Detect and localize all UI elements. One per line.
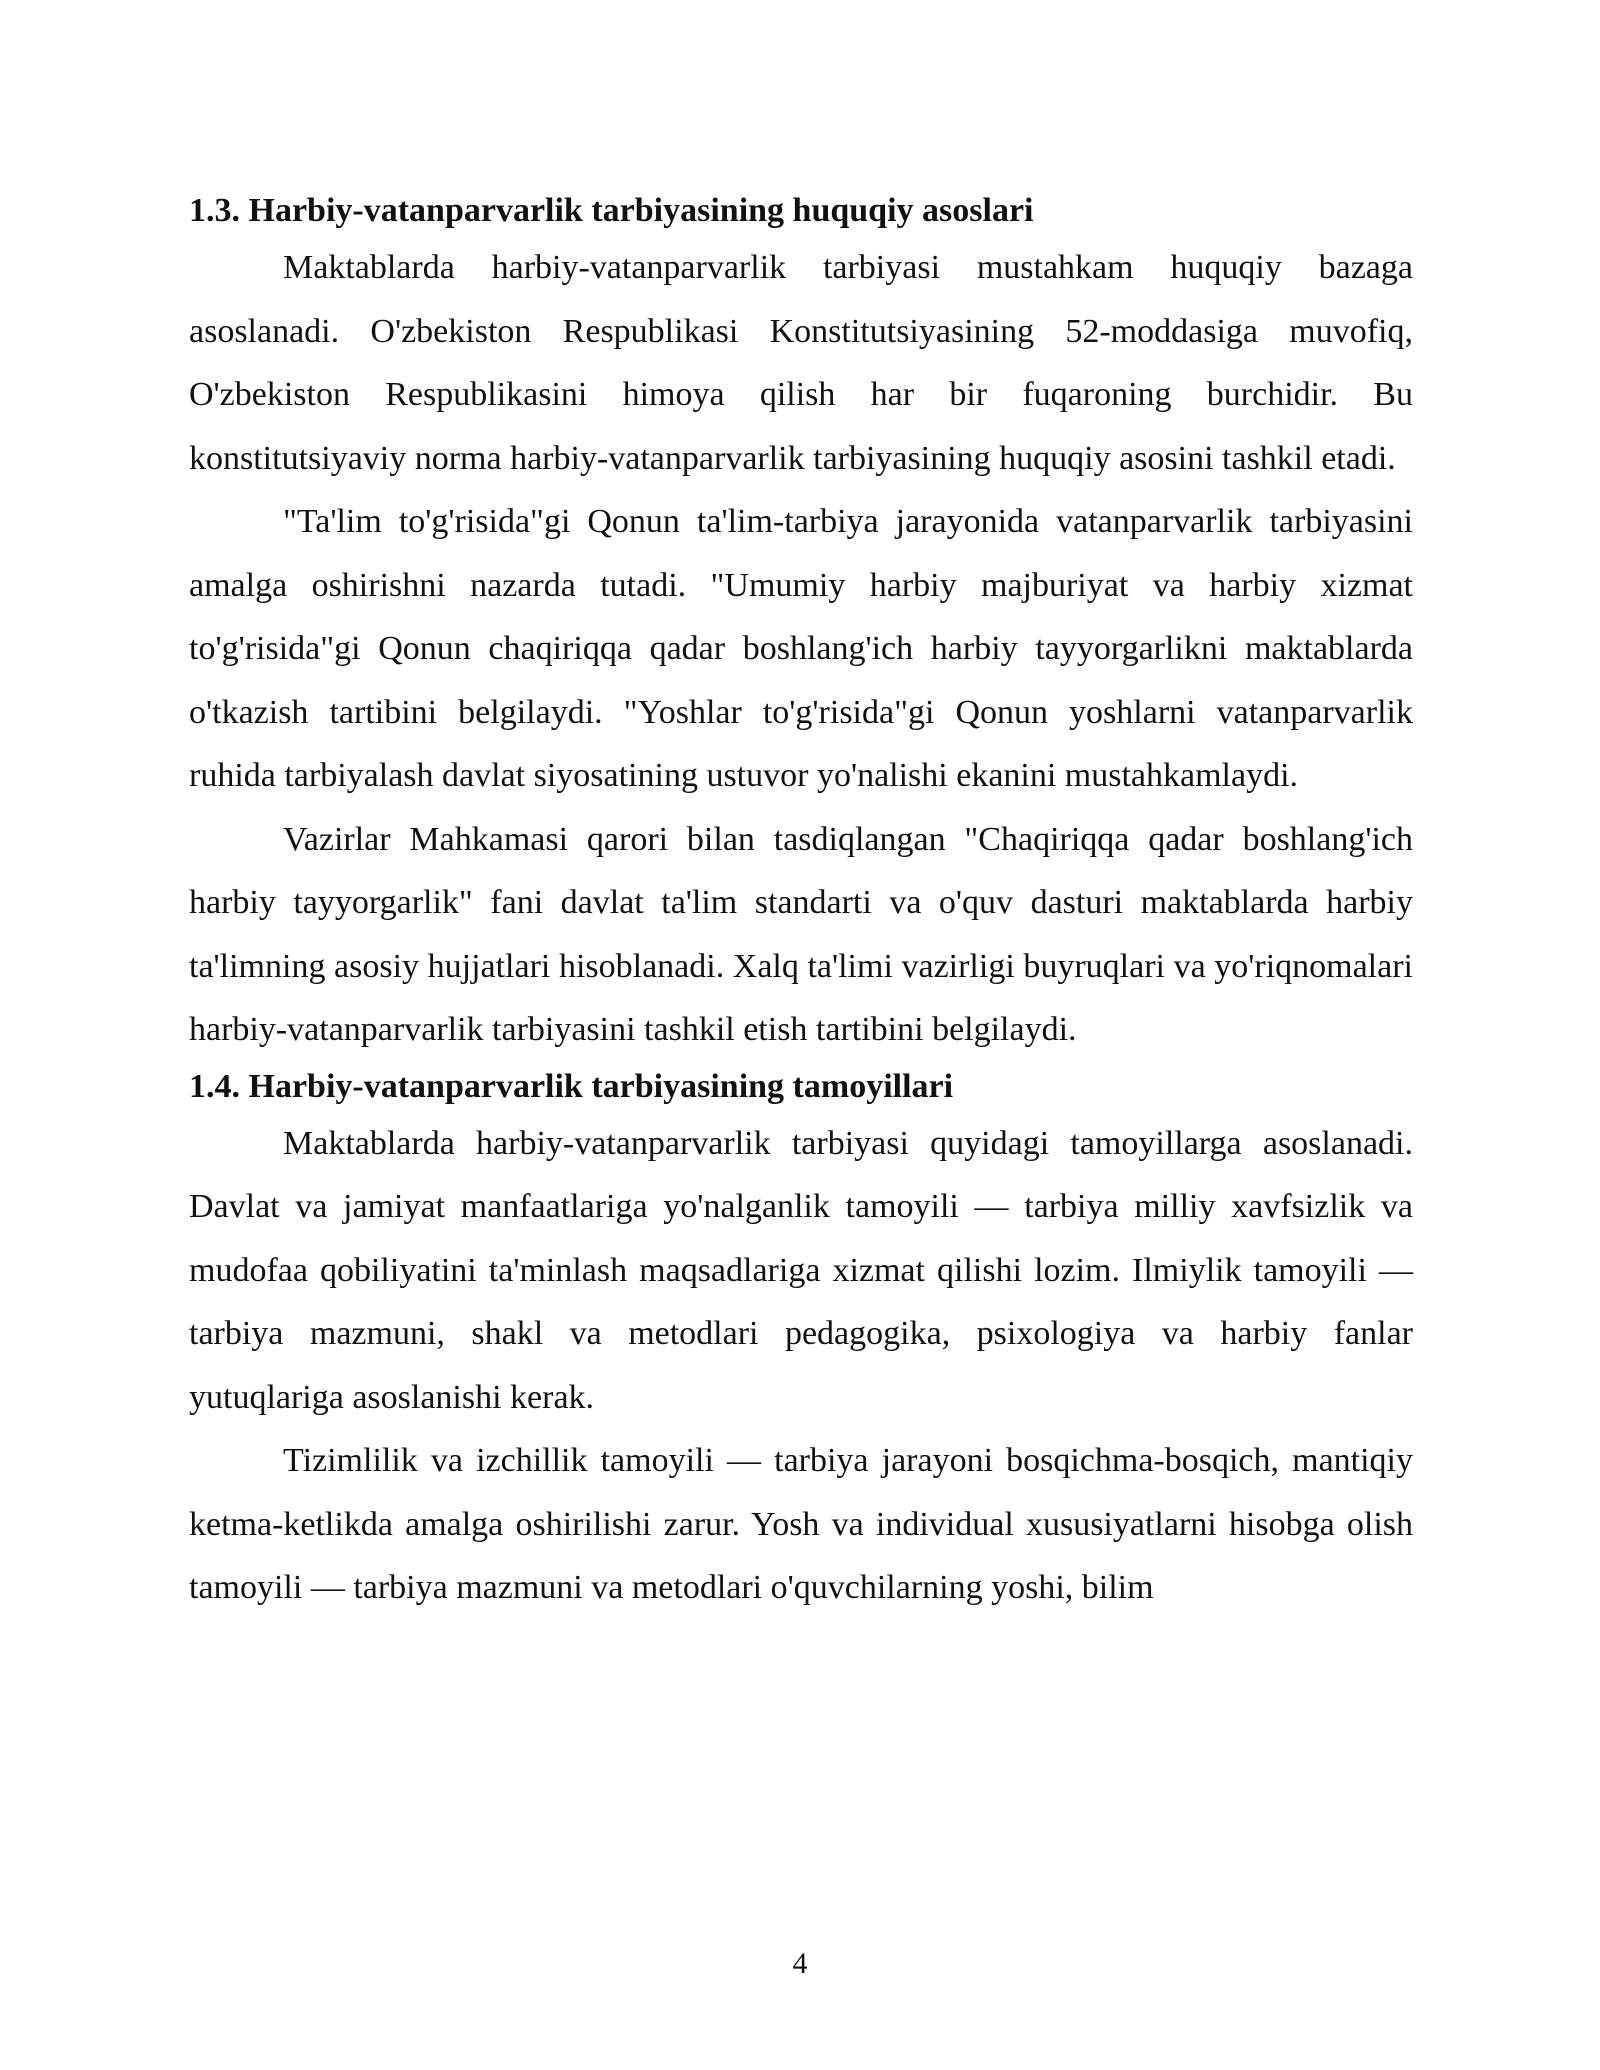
paragraph: Maktablarda harbiy-vatanparvarlik tarbiyasi mustahkam huquqiy bazaga asoslanadi. O'zbekiston Respublikasi Konstitutsiyasining 52-moddasiga muvofiq, O'zbekiston Respublikasini himoya qilish har bir fuqaroning burchidir. Bu konstitutsiyaviy norma harbiy-vatanparvarlik tarbiyasining huquqiy asosini tashkil etadi.: [189, 249, 1413, 477]
paragraph: Maktablarda harbiy-vatanparvarlik tarbiyasi quyidagi tamoyillarga asoslanadi. Davlat va jamiyat manfaatlariga yo'nalganlik tamoyili — tarbiya milliy xavfsizlik va mudofaa qobiliyatini ta'minlash maqsadlariga xizmat qilishi lozim. Ilmiylik tamoyili — tarbiya mazmuni, shakl va metodlari pedagogika, psixologiya va harbiy fanlar yutuqlariga asoslanishi kerak.: [189, 1124, 1413, 1416]
section-heading: 1.3. Harbiy-vatanparvarlik tarbiyasining huquqiy asoslari: [189, 192, 1034, 229]
paragraph: Vazirlar Mahkamasi qarori bilan tasdiqlangan "Chaqiriqqa qadar boshlang'ich harbiy tayyorgarlik" fani davlat ta'lim standarti va o'quv dasturi maktablarda harbiy ta'limning asosiy hujjatlari hisoblanadi. Xalq ta'limi vazirligi buyruqlari va yo'riqnomalari harbiy-vatanparvarlik tarbiyasini tashkil etish tartibini belgilaydi.: [189, 820, 1413, 1048]
section-heading: 1.4. Harbiy-vatanparvarlik tarbiyasining tamoyillari: [189, 1067, 954, 1105]
paragraph: Tizimlilik va izchillik tamoyili — tarbiya jarayoni bosqichma-bosqich, mantiqiy ketma-ketlikda amalga oshirilishi zarur. Yosh va individual xususiyatlarni hisobga olish tamoyili — tarbiya mazmuni va metodlari o'quvchilarning yoshi, bilim: [189, 1442, 1413, 1606]
page-number: 4: [792, 1947, 808, 1980]
section-principles: [189, 1062, 1413, 1620]
page-content: [189, 186, 1413, 1620]
section-legal-foundations: [189, 186, 1413, 1062]
paragraph: "Ta'lim to'g'risida"gi Qonun ta'lim-tarbiya jarayonida vatanparvarlik tarbiyasini amalga oshirishni nazarda tutadi. "Umumiy harbiy majburiyat va harbiy xizmat to'g'risida"gi Qonun chaqiriqqa qadar boshlang'ich harbiy tayyorgarlikni maktablarda o'tkazish tartibini belgilaydi. "Yoshlar to'g'risida"gi Qonun yoshlarni vatanparvarlik ruhida tarbiyalash davlat siyosatining ustuvor yo'nalishi ekanini mustahkamlaydi.: [189, 503, 1413, 794]
